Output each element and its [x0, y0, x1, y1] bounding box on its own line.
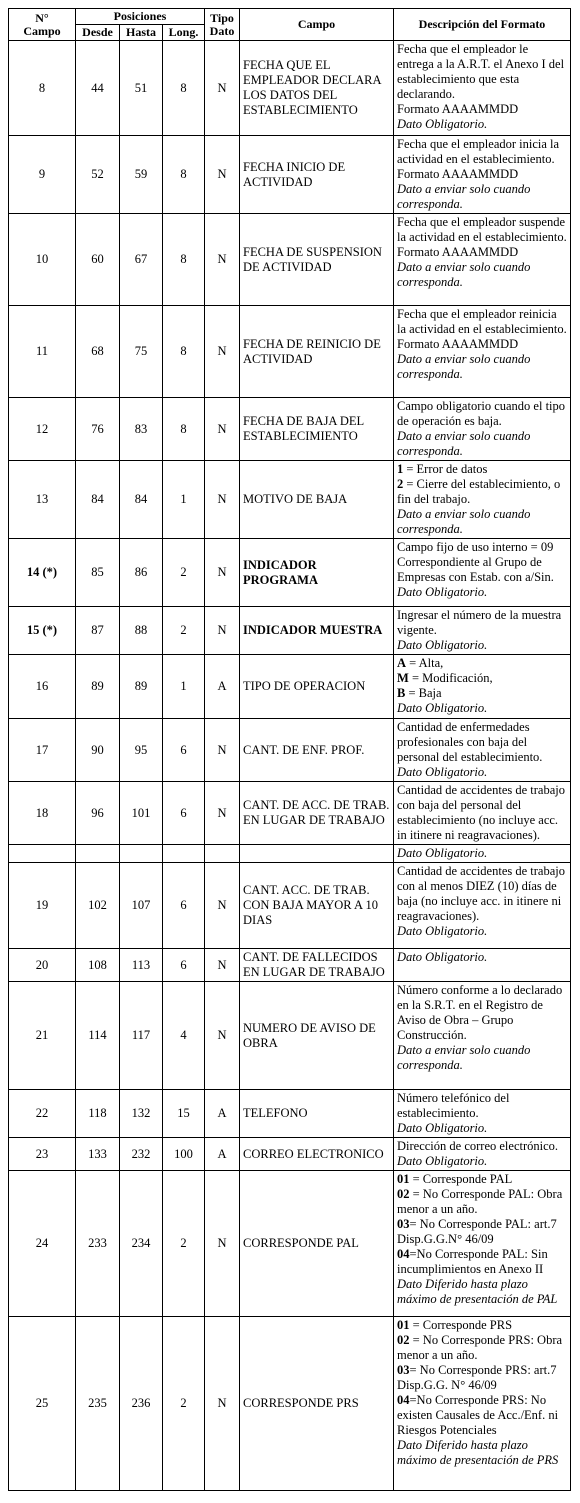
- cell-hasta: 89: [120, 655, 163, 719]
- cell-campo: CORREO ELECTRONICO: [240, 1138, 394, 1171]
- cell-desde: 118: [76, 1090, 120, 1138]
- option-text: = Alta,: [406, 656, 444, 670]
- option-code: B: [397, 686, 406, 700]
- desc-line: Fecha que el empleador reinicia la actividad en el establecimiento.: [397, 307, 567, 336]
- desc-note: Dato Obligatorio.: [397, 765, 488, 779]
- cell-campo: CANT. DE ACC. DE TRAB. EN LUGAR DE TRABAJO: [240, 782, 394, 845]
- desc-option: [397, 1318, 567, 1333]
- cell-desde: 235: [76, 1317, 120, 1491]
- cell-num: 19: [9, 863, 76, 949]
- table-row: [9, 655, 571, 719]
- table-row-continuation: [9, 845, 571, 863]
- cell-hasta: 113: [120, 949, 163, 982]
- num-label: N°: [35, 10, 49, 25]
- cell-num: [9, 845, 76, 863]
- cell-tipo: N: [205, 461, 240, 539]
- cell-num: 24: [9, 1171, 76, 1317]
- cell-tipo: N: [205, 863, 240, 949]
- cell-campo: CANT. DE FALLECIDOS EN LUGAR DE TRABAJO: [240, 949, 394, 982]
- col-header-tipo-dato: [205, 9, 240, 41]
- cell-campo: MOTIVO DE BAJA: [240, 461, 394, 539]
- desc-line: Fecha que el empleador suspende la actividad en el establecimiento.: [397, 215, 567, 244]
- cell-num: 18: [9, 782, 76, 845]
- cell-num: 15 (*): [9, 607, 76, 655]
- cell-num: 11: [9, 306, 76, 398]
- dato-label: Dato: [209, 23, 235, 38]
- option-code: 02: [397, 1187, 410, 1201]
- desc-note: Dato Obligatorio.: [397, 1121, 488, 1135]
- option-text: = Baja: [405, 686, 442, 700]
- desc-option: [397, 1187, 567, 1217]
- cell-long: 2: [163, 1317, 205, 1491]
- cell-hasta: 107: [120, 863, 163, 949]
- desc-line: Cantidad de enfermedades profesionales con baja del personal del establecimiento.: [397, 720, 543, 764]
- table-row: [9, 1138, 571, 1171]
- cell-desde: 76: [76, 398, 120, 461]
- desc-note: Dato Diferido hasta plazo máximo de presentación de PRS: [397, 1438, 559, 1467]
- desc-line: Número conforme a lo declarado en la S.R.T. en el Registro de Aviso de Obra – Grupo Construcción.: [397, 983, 563, 1042]
- desc-note: Dato Obligatorio.: [397, 585, 488, 599]
- col-header-descripcion: Descripción del Formato: [394, 9, 571, 41]
- cell-hasta: 117: [120, 982, 163, 1090]
- option-code: 03: [397, 1363, 410, 1377]
- desc-note: Dato Obligatorio.: [397, 950, 488, 964]
- table-row: [9, 41, 571, 136]
- cell-num: 21: [9, 982, 76, 1090]
- cell-num: 14 (*): [9, 539, 76, 607]
- cell-campo: [240, 845, 394, 863]
- field-spec-table: [8, 8, 571, 1491]
- desc-note: Dato Obligatorio.: [397, 701, 488, 715]
- cell-descripcion: [394, 719, 571, 782]
- option-code: 04: [397, 1393, 410, 1407]
- cell-tipo: N: [205, 782, 240, 845]
- cell-long: 8: [163, 214, 205, 306]
- col-header-campo: Campo: [240, 9, 394, 41]
- desc-line: Cantidad de accidentes de trabajo con baja del personal del establecimiento (no incluye acc. in itinere ni reagravaciones).: [397, 783, 565, 842]
- campo-num-label: Campo: [23, 23, 61, 38]
- desc-note: Dato a enviar solo cuando corresponda.: [397, 1043, 531, 1072]
- table-row: [9, 398, 571, 461]
- cell-descripcion: [394, 845, 571, 863]
- cell-desde: 89: [76, 655, 120, 719]
- cell-tipo: A: [205, 1090, 240, 1138]
- cell-campo: TIPO DE OPERACION: [240, 655, 394, 719]
- desc-note: Dato a enviar solo cuando corresponda.: [397, 182, 531, 211]
- cell-descripcion: [394, 949, 571, 982]
- cell-long: 2: [163, 1171, 205, 1317]
- cell-long: 2: [163, 539, 205, 607]
- desc-line: Cantidad de accidentes de trabajo con al menos DIEZ (10) días de baja (no incluye acc. in itinere ni reagravaciones).: [397, 864, 565, 923]
- table-row: [9, 863, 571, 949]
- option-text: = No Corresponde PAL: Obra menor a un año.: [397, 1187, 563, 1216]
- cell-campo: FECHA DE SUSPENSION DE ACTIVIDAD: [240, 214, 394, 306]
- cell-long: 6: [163, 949, 205, 982]
- table-row: [9, 607, 571, 655]
- desc-line: Número telefónico del establecimiento.: [397, 1091, 510, 1120]
- desc-option: [397, 1247, 567, 1277]
- option-code: 02: [397, 1333, 410, 1347]
- table-row: [9, 1317, 571, 1491]
- desc-note: Dato a enviar solo cuando corresponda.: [397, 429, 531, 458]
- cell-hasta: 236: [120, 1317, 163, 1491]
- desc-line: Formato AAAAMMDD: [397, 167, 519, 181]
- option-code: M: [397, 671, 409, 685]
- cell-num: 8: [9, 41, 76, 136]
- col-header-num-campo: [9, 9, 76, 41]
- cell-hasta: 75: [120, 306, 163, 398]
- cell-tipo: N: [205, 982, 240, 1090]
- cell-campo: TELEFONO: [240, 1090, 394, 1138]
- cell-hasta: 67: [120, 214, 163, 306]
- cell-descripcion: [394, 863, 571, 949]
- option-code: A: [397, 656, 407, 670]
- desc-note: Dato Obligatorio.: [397, 638, 488, 652]
- cell-descripcion: [394, 1171, 571, 1317]
- desc-line: Formato AAAAMMDD: [397, 102, 519, 116]
- cell-hasta: 232: [120, 1138, 163, 1171]
- cell-desde: 114: [76, 982, 120, 1090]
- cell-hasta: 234: [120, 1171, 163, 1317]
- option-text: = No Corresponde PRS: art.7 Disp.G.G. N° 46/09: [397, 1363, 557, 1392]
- cell-num: 13: [9, 461, 76, 539]
- cell-hasta: 95: [120, 719, 163, 782]
- cell-desde: 44: [76, 41, 120, 136]
- cell-descripcion: [394, 655, 571, 719]
- cell-desde: 108: [76, 949, 120, 982]
- cell-long: 100: [163, 1138, 205, 1171]
- cell-descripcion: [394, 461, 571, 539]
- cell-num: 12: [9, 398, 76, 461]
- table-row: [9, 214, 571, 306]
- table-row: [9, 982, 571, 1090]
- cell-long: 2: [163, 607, 205, 655]
- cell-num: 16: [9, 655, 76, 719]
- desc-option: [397, 1217, 567, 1247]
- header-row-1: [9, 9, 571, 25]
- cell-tipo: N: [205, 214, 240, 306]
- cell-long: 8: [163, 398, 205, 461]
- table-row: [9, 782, 571, 845]
- desc-note: Dato Obligatorio.: [397, 1154, 488, 1168]
- cell-num: 25: [9, 1317, 76, 1491]
- option-text: = Error de datos: [403, 462, 488, 476]
- cell-tipo: N: [205, 607, 240, 655]
- desc-line: Dirección de correo electrónico.: [397, 1139, 559, 1153]
- cell-num: 22: [9, 1090, 76, 1138]
- cell-descripcion: [394, 306, 571, 398]
- cell-hasta: 88: [120, 607, 163, 655]
- cell-campo: FECHA INICIO DE ACTIVIDAD: [240, 136, 394, 214]
- table-row: [9, 949, 571, 982]
- cell-desde: 90: [76, 719, 120, 782]
- desc-line: Formato AAAAMMDD: [397, 245, 519, 259]
- desc-line: Fecha que el empleador le entrega a la A.R.T. el Anexo I del establecimiento que esta declarando.: [397, 42, 565, 101]
- desc-option: [397, 462, 567, 477]
- cell-hasta: 59: [120, 136, 163, 214]
- desc-option: [397, 656, 567, 671]
- desc-option: [397, 477, 567, 507]
- desc-note: Dato a enviar solo cuando corresponda.: [397, 352, 531, 381]
- cell-campo: CORRESPONDE PAL: [240, 1171, 394, 1317]
- cell-long: 8: [163, 306, 205, 398]
- option-text: = Corresponde PAL: [409, 1172, 513, 1186]
- cell-tipo: N: [205, 306, 240, 398]
- option-text: = No Corresponde PAL: art.7 Disp.G.G.N° 46/09: [397, 1217, 557, 1246]
- desc-option: [397, 1393, 567, 1438]
- cell-long: 15: [163, 1090, 205, 1138]
- cell-campo: INDICADOR PROGRAMA: [240, 539, 394, 607]
- table-row: [9, 136, 571, 214]
- cell-num: 17: [9, 719, 76, 782]
- option-code: 03: [397, 1217, 410, 1231]
- option-code: 01: [397, 1318, 410, 1332]
- cell-tipo: N: [205, 1317, 240, 1491]
- table-row: [9, 1171, 571, 1317]
- desc-line: Fecha que el empleador inicia la actividad en el establecimiento.: [397, 137, 560, 166]
- cell-long: 6: [163, 863, 205, 949]
- cell-desde: 102: [76, 863, 120, 949]
- table-row: [9, 306, 571, 398]
- desc-line: Formato AAAAMMDD: [397, 337, 519, 351]
- cell-long: 4: [163, 982, 205, 1090]
- cell-tipo: N: [205, 398, 240, 461]
- cell-campo: CORRESPONDE PRS: [240, 1317, 394, 1491]
- cell-tipo: N: [205, 539, 240, 607]
- cell-hasta: 51: [120, 41, 163, 136]
- desc-note: Dato a enviar solo cuando corresponda.: [397, 260, 531, 289]
- cell-hasta: 83: [120, 398, 163, 461]
- cell-desde: 133: [76, 1138, 120, 1171]
- cell-campo: INDICADOR MUESTRA: [240, 607, 394, 655]
- cell-hasta: [120, 845, 163, 863]
- cell-desde: 85: [76, 539, 120, 607]
- cell-tipo: N: [205, 1171, 240, 1317]
- cell-num: 23: [9, 1138, 76, 1171]
- cell-tipo: [205, 845, 240, 863]
- cell-tipo: N: [205, 41, 240, 136]
- option-text: = Cierre del establecimiento, o fin del trabajo.: [397, 477, 561, 506]
- cell-tipo: N: [205, 136, 240, 214]
- desc-option: [397, 1333, 567, 1363]
- cell-descripcion: [394, 41, 571, 136]
- cell-campo: CANT. DE ENF. PROF.: [240, 719, 394, 782]
- desc-line: Campo obligatorio cuando el tipo de operación es baja.: [397, 399, 566, 428]
- cell-long: 6: [163, 719, 205, 782]
- option-code: 1: [397, 462, 404, 476]
- cell-descripcion: [394, 782, 571, 845]
- cell-num: 10: [9, 214, 76, 306]
- desc-line: Ingresar el número de la muestra vigente.: [397, 608, 562, 637]
- cell-hasta: 101: [120, 782, 163, 845]
- cell-descripcion: [394, 398, 571, 461]
- cell-desde: 87: [76, 607, 120, 655]
- option-code: 2: [397, 477, 404, 491]
- desc-option: [397, 1172, 567, 1187]
- cell-desde: 68: [76, 306, 120, 398]
- cell-campo: FECHA QUE EL EMPLEADOR DECLARA LOS DATOS DEL ESTABLECIMIENTO: [240, 41, 394, 136]
- cell-campo: NUMERO DE AVISO DE OBRA: [240, 982, 394, 1090]
- cell-long: 1: [163, 655, 205, 719]
- table-row: [9, 539, 571, 607]
- cell-desde: 52: [76, 136, 120, 214]
- option-text: =No Corresponde PRS: No existen Causales de Acc./Enf. ni Riesgos Potenciales: [397, 1393, 559, 1437]
- cell-hasta: 84: [120, 461, 163, 539]
- option-code: 04: [397, 1247, 410, 1261]
- cell-campo: FECHA DE BAJA DEL ESTABLECIMIENTO: [240, 398, 394, 461]
- cell-long: 1: [163, 461, 205, 539]
- cell-desde: 60: [76, 214, 120, 306]
- cell-desde: 84: [76, 461, 120, 539]
- desc-option: [397, 671, 567, 686]
- desc-line: Campo fijo de uso interno = 09 Correspondiente al Grupo de Empresas con Estab. con a/Sin.: [397, 540, 554, 584]
- cell-num: 20: [9, 949, 76, 982]
- table-row: [9, 1090, 571, 1138]
- option-text: =No Corresponde PAL: Sin incumplimientos en Anexo II: [397, 1247, 548, 1276]
- cell-descripcion: [394, 1317, 571, 1491]
- cell-campo: FECHA DE REINICIO DE ACTIVIDAD: [240, 306, 394, 398]
- option-text: = No Corresponde PRS: Obra menor a un año.: [397, 1333, 563, 1362]
- desc-note: Dato Obligatorio.: [397, 924, 488, 938]
- col-header-desde: Desde: [76, 25, 120, 41]
- cell-long: 8: [163, 136, 205, 214]
- cell-descripcion: [394, 607, 571, 655]
- cell-desde: 233: [76, 1171, 120, 1317]
- tipo-label: Tipo: [210, 10, 234, 25]
- col-header-long: Long.: [163, 25, 205, 41]
- cell-descripcion: [394, 982, 571, 1090]
- cell-hasta: 132: [120, 1090, 163, 1138]
- cell-num: 9: [9, 136, 76, 214]
- cell-long: [163, 845, 205, 863]
- option-text: = Corresponde PRS: [409, 1318, 513, 1332]
- cell-desde: [76, 845, 120, 863]
- cell-descripcion: [394, 1090, 571, 1138]
- desc-option: [397, 686, 567, 701]
- cell-desde: 96: [76, 782, 120, 845]
- cell-tipo: A: [205, 655, 240, 719]
- cell-long: 6: [163, 782, 205, 845]
- cell-descripcion: [394, 214, 571, 306]
- cell-tipo: A: [205, 1138, 240, 1171]
- table-row: [9, 719, 571, 782]
- cell-descripcion: [394, 136, 571, 214]
- desc-note: Dato Obligatorio.: [397, 846, 488, 860]
- desc-option: [397, 1363, 567, 1393]
- table-body: [9, 41, 571, 1491]
- desc-note: Dato a enviar solo cuando corresponda.: [397, 507, 531, 536]
- desc-note: Dato Diferido hasta plazo máximo de presentación de PAL: [397, 1277, 558, 1306]
- cell-descripcion: [394, 1138, 571, 1171]
- cell-long: 8: [163, 41, 205, 136]
- cell-hasta: 86: [120, 539, 163, 607]
- option-text: = Modificación,: [408, 671, 493, 685]
- desc-note: Dato Obligatorio.: [397, 117, 488, 131]
- cell-tipo: N: [205, 719, 240, 782]
- table-row: [9, 461, 571, 539]
- col-header-hasta: Hasta: [120, 25, 163, 41]
- cell-descripcion: [394, 539, 571, 607]
- cell-tipo: N: [205, 949, 240, 982]
- option-code: 01: [397, 1172, 410, 1186]
- col-header-posiciones: Posiciones: [76, 9, 205, 25]
- cell-campo: CANT. ACC. DE TRAB. CON BAJA MAYOR A 10 DIAS: [240, 863, 394, 949]
